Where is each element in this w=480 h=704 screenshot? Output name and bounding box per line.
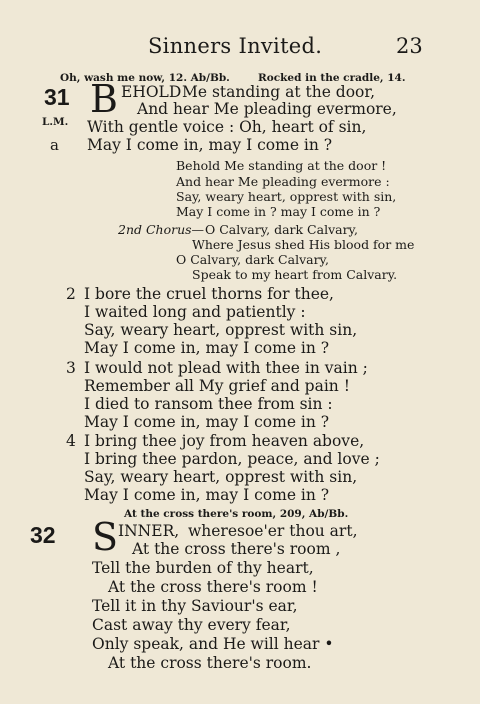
verse-line: I bring thee joy from heaven above, [84,432,365,450]
verse-line: May I come in, may I come in ? [84,486,330,504]
hymn31-refrain-4: May I come in ? may I come in ? [176,204,381,219]
hymn32-line-8: At the cross there's room. [108,654,312,672]
verse-line: I bring thee pardon, peace, and love ; [84,450,380,468]
hymn32-line-3: Tell the burden of thy heart, [92,559,314,577]
hymn31-line-3: With gentle voice : Oh, heart of sin, [87,118,367,136]
verse-line: May I come in, may I come in ? [84,339,330,357]
hymn31-meter: L.M. [42,116,69,128]
page-title: Sinners Invited. [148,34,323,58]
hymn32-dropcap: S [92,515,119,559]
hymn31-number: 31 [44,84,70,110]
hymn31-dropcap: B [90,77,118,121]
hymn31-chorus-2: Where Jesus shed His blood for me [192,237,415,252]
hymn32-first-word: INNER, [118,522,180,540]
hymn32-line-4: At the cross there's room ! [108,578,318,596]
verse-line: Remember all My grief and pain ! [84,377,350,395]
hymn31-chorus-3: O Calvary, dark Calvary, [176,252,329,267]
hymn31-line-1: Me standing at the door, [182,83,376,101]
hymn32-number: 32 [30,522,56,548]
verse-line: Say, weary heart, opprest with sin, [84,321,358,339]
hymn31-tune-right: Rocked in the cradle, 14. [258,72,406,84]
hymn31-chorus-label: 2nd Chorus— [118,222,205,237]
hymn32-line-7: Only speak, and He will hear • [92,635,334,653]
hymn31-line-4: May I come in, may I come in ? [87,136,333,154]
hymn31-refrain-3: Say, weary heart, opprest with sin, [176,189,397,204]
hymn32-line-1: wheresoe'er thou art, [188,522,358,540]
verse-line: I would not plead with thee in vain ; [84,359,368,377]
hymn31-refrain-1: Behold Me standing at the door ! [176,158,387,173]
hymn32-line-5: Tell it in thy Saviour's ear, [92,597,298,615]
hymn31-tune-left: Oh, wash me now, 12. Ab/Bb. [60,72,230,84]
hymn31-line-2: And hear Me pleading evermore, [137,100,397,118]
verse-number: 3 [66,359,76,377]
hymn32-tune: At the cross there's room, 209, Ab/Bb. [124,508,349,520]
hymn31-chorus-1: O Calvary, dark Calvary, [205,222,358,237]
verse-line: Say, weary heart, opprest with sin, [84,468,358,486]
hymn31-key: a [50,136,59,154]
hymn31-chorus-4: Speak to my heart from Calvary. [192,267,398,282]
hymn31-refrain-2: And hear Me pleading evermore : [176,174,390,189]
hymn31-first-word: EHOLD [121,83,182,101]
verse-line: I bore the cruel thorns for thee, [84,285,334,303]
verse-line: I died to ransom thee from sin : [84,395,333,413]
hymn32-line-6: Cast away thy every fear, [92,616,291,634]
hymn32-line-2: At the cross there's room , [132,540,341,558]
verse-number: 2 [66,285,76,303]
page-number: 23 [396,34,423,58]
verse-line: I waited long and patiently : [84,303,306,321]
verse-number: 4 [66,432,76,450]
verse-line: May I come in, may I come in ? [84,413,330,431]
